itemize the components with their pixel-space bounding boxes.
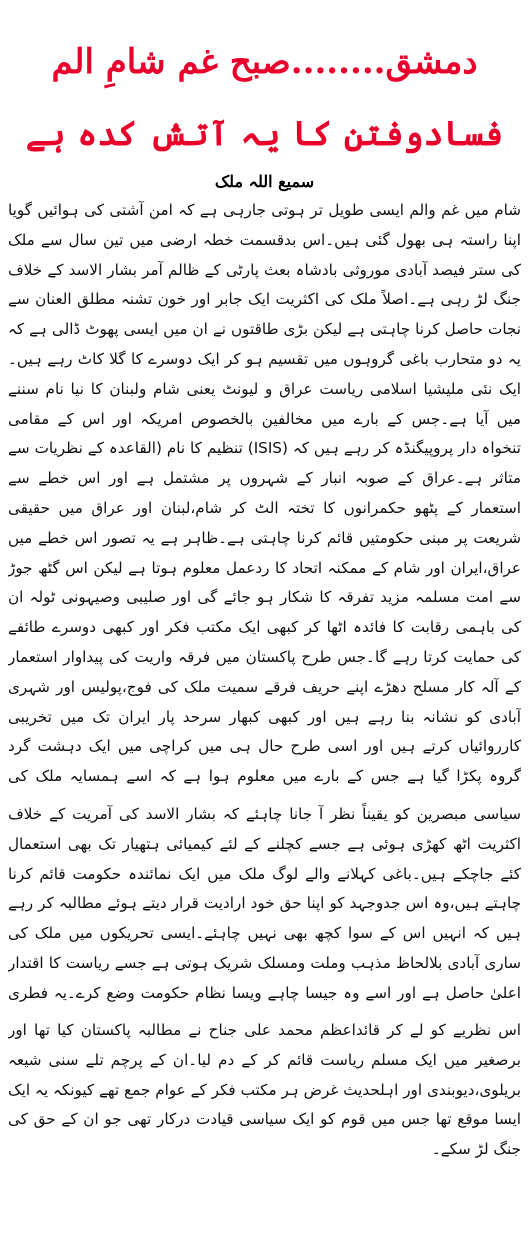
headline-line-2: فسادوفتن کا یہ آتش کدہ ہے bbox=[25, 114, 504, 154]
author-byline: سمیع اللہ ملک bbox=[214, 172, 315, 191]
article-paragraph-2: سیاسی مبصرین کو یقیناً نظر آ جانا چاہئے کہ بشار الاسد کی آمریت کے خلاف اکثریت اٹھ کھڑی ہوئی ہے جسے کچلنے کے لئے کیمیائی ہتھیار تک بھی استعمال کئے جاچکے ہیں۔باغی کہلانے والے لوگ ملک میں ایک نمائندہ حکومت قائم کرنا چاہتے ہیں،وہ اس جدوجہد کو اپنا حق خود ارادیت قرار دیتے ہوئے مطالبہ کر رہے ہیں کہ انہیں اس کے سوا کچھ بھی نہیں چاہئے۔ایسی تحریکوں میں ملک کی ساری آبادی بلالحاظ مذہب وملت ومسلک شریک ہوتی ہے جسے ریاست کا اقتدار اعلیٰ حاصل ہے اور اسے وہ جیسا چاہے ویسا نظام حکومت وضع کرے۔یہ فطری bbox=[8, 805, 521, 1002]
headline-line-1: دمشق........صبح غم شامِ الم bbox=[51, 42, 478, 82]
article-paragraph-1: شام میں غم والم ایسی طویل تر ہوتی جارہی ہے کہ امن آشتی کی ہوائیں گویا اپنا راستہ ہی بھول گئی ہیں۔اس بدقسمت خطہ ارضی میں تین سال سے ملک کی ستر فیصد آبادی موروثی بادشاہ بعث پارٹی کے ظالم آمر بشار الاسد کے خلاف جنگ لڑ رہی ہے۔اصلاً ملک کی اکثریت ایک جابر اور خون تشنہ مطلق العنان سے نجات حاصل کرنا چاہتی ہے لیکن بڑی طاقتوں نے ان میں ایسی پھوٹ ڈالی ہے کہ یہ دو متحارب باغی گروہوں میں تقسیم ہو کر ایک دوسرے کا گلا کاٹ رہے ہیں۔ایک نئی ملیشیا اسلامی ریاست عراق و لیونٹ یعنی شام ولبنان کا نیا نام سننے میں آیا ہے۔جس کے بارے میں مخالفین بالخصوص امریکہ اور اس کے مقامی تنخواہ دار پروپیگنڈہ کر رہے ہیں کہ (ISIS) تنظیم کا نام (القاعدہ کے نظریات سے متاثر ہے۔عراق کے صوبہ انبار کے شہروں پر مشتمل ہے اور اس خطے سے استعمار کے پٹھو حکمرانوں کا تختہ الٹ کر شام،لبنان اور عراق میں حقیقی شریعت پر مبنی حکومتیں قائم کرنا چاہتی ہے۔ظاہر ہے یہ تصور اس خطے میں عراق،ایران اور شام کے ممکنہ اتحاد کا ردعمل معلوم ہوتا ہے لیکن اس گٹھ جوڑ سے امت مسلمہ مزید تفرقہ کا شکار ہو جائے گی اور صلیبی وصیہونی ٹولہ ان کی باہمی رقابت کا فائدہ اٹھا کر کبھی ایک مکتب فکر اور کبھی دوسرے طائفے کی حمایت کرتا رہے گا۔جس طرح پاکستان میں فرقہ واریت کی پیداوار استعمار کے آلہ کار مسلح دھڑے اپنے حریف فرقے سمیت ملک کی فوج،پولیس اور شہری آبادی کو نشانہ بنا رہے ہیں اور کبھی کبھار سرحد پار ایران تک میں تخریبی کارروائیاں کرتے ہیں اور اسی طرح حال ہی میں کراچی میں ایک دہشت گرد گروہ پکڑا گیا ہے جس کے بارے میں معلوم ہوا ہے کہ اسے ہمسایہ ملک کی bbox=[8, 201, 521, 786]
article-paragraph-3: اس نظریے کو لے کر قائداعظم محمد علی جناح نے مطالبہ پاکستان کیا تھا اور برصغیر میں ایک مسلم ریاست قائم کر کے دم لیا۔ان کے پرچم تلے سنی شیعہ بریلوی،دیوبندی اور اہلحدیث غرض ہر مکتب فکر کے عوام جمع تھے کیونکہ یہ ایک ایسا موقع تھا جس میں قوم کو ایک سیاسی قیادت درکار تھی جو ان کے حق کی جنگ لڑ سکے۔ bbox=[8, 1021, 521, 1159]
